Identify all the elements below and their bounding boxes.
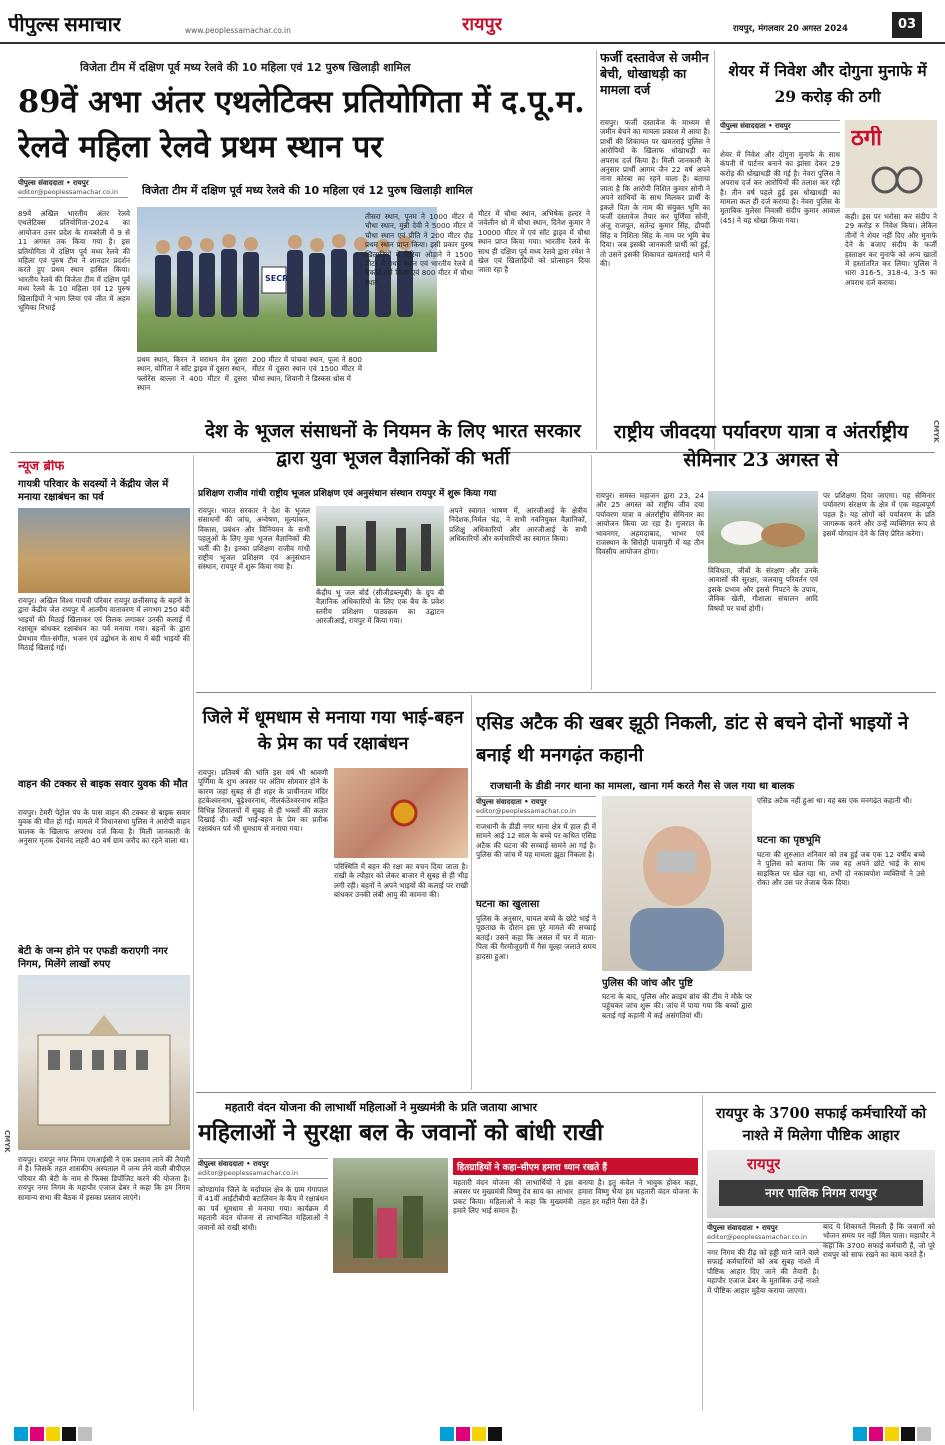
- share-text2: कही। इस पर भरोसा कर संदीप ने 29 करोड़ रु निवेश किया। लेकिन तीनों ने शेयर नहीं दिए और मुनाफे देने के बजाए संदीप के फर्जी हस्ताक्षर कर मुनाफे को अन्य खातों में हस्तांतरित कर लिया। पुलिस ने धारा 316-5, 318-4, 3-5 का अपराध दर्ज कराया।: [845, 212, 937, 287]
- jeevdaya-text3: पर प्रशिक्षण दिया जाएगा। यह सेमिनार पर्यावरण संरक्षण के क्षेत्र में एक महत्वपूर्ण पहल है। यह लोगों को पर्यावरण के प्रति जागरूक करने और उन्हें व्यक्तिगत रूप से इसमें योगदान देने के लिए प्रेरित करेगा।: [823, 491, 935, 538]
- fraud-text: रायपुर। फर्जी दस्तावेज के माध्यम से जमीन बेचने का मामला प्रकाश में आया है। प्रार्थी की शिकायत पर खमतराई पुलिस ने आरोपियों के खिलाफ धोखाधड़ी का अपराध दर्ज किया है। मिली जानकारी के अनुसार प्रार्थी आगम जैन 22 वर्ष अपने नाना कोरबा का रहने वाला है। बताया जाता है कि आरोपी निशित कुमार सोनी ने अपने साथियों के साथ मिलकर प्रार्थी के इकले पिता के नाम की संयुक्त भूमि का फर्जी दस्तावेज तैयार कर पूर्णिमा सोनी, अंजू राजपूत, सतेन्द्र कुमार सिंह, द्रौपदी सिंह व निशिता सिंह के नाम पर भूमि बेच दिया। जब इसकी जानकारी प्रार्थी को हुई, तो उसने इसकी शिकायत खमतराई थाने में की।: [600, 118, 710, 269]
- birth-text: रायपुर। रायपुर नगर निगम एमआईसी ने एक प्रस्ताव लाने की तैयारी में है। जिसके तहत शासकीय अस्पताल में जन्म लेने वाली बीपीएल परिवार की बेटी के नाम से फिक्स डिपॉजिट करने की योजना है। रायपुर नगर निगम के महापौर एजाज ढेबर ने कहा कि हम निगम सामान्य सभा की बैठक में इसका प्रस्ताव लाएंगे।: [18, 1155, 190, 1202]
- section-divider: [196, 1092, 936, 1093]
- rakhi-text1: रायपुर। प्रतिवर्ष की भांति इस वर्ष भी श्रावणी पूर्णिमा के शुभ अवसर पर अंतिम सोमवार होने के कारण जहां सुबह से ही शहर के प्राचीनतम मंदिर हटकेश्वरनाथ, बूढ़ेश्वरनाथ, नीलकंठेश्वरनाथ सहित विभिन्न शिवालयों में सुबह से ही भक्तों की कतार दिखाई दी। वहीं भाई-बहन के प्रेम का प्रतीक रक्षाबंधन पर्व भी धूमधाम से मनाया गया।: [198, 768, 328, 834]
- acid-box: घटना का खुलासा: [476, 899, 540, 910]
- brief-title: गायत्री परिवार के सदस्यों ने केंद्रीय जेल में मनाया रक्षाबंधन का पर्व: [18, 479, 169, 503]
- lead-col2: तीसरा स्थान, पूनम ने 1000 मीटर में चौथा स्थान, मुन्नी देवी ने 5000 मीटर में चौथा स्थान एवं प्रीति ने 200 मीटर दौड़ प्रथम स्थान प्राप्त किया। इसी प्रकार पुरुष खिलाड़ियों में टिरिया ओड़ाने ने 1500 मीटर में प्रथम स्थान एवं भारतीय रेलवे में रिकॉर्ड दर्ज किया एवं 800 मीटर में चौथा स्थान: [365, 212, 473, 287]
- jeevdaya-headline: राष्ट्रीय जीवदया पर्यावरण यात्रा व अंतर्राष्ट्रीय सेमिनार 23 अगस्त से: [613, 421, 909, 471]
- masthead: [0, 0, 945, 44]
- vandan-kicker: महतारी वंदन योजना की लाभार्थी महिलाओं ने मुख्यमंत्री के प्रति जताया आभार: [225, 1101, 537, 1114]
- divider: [714, 50, 715, 450]
- acid-text5: घटना के बाद, पुलिस और क्राइम ब्रांच की टीम ने मौके पर पहुंचकर जांच शुरू की। जांच में पाया गया कि बच्चों द्वारा बताई गई कहानी में कई असंगतियां थीं।: [602, 992, 752, 1020]
- acid-byline: [476, 796, 596, 817]
- groundwater-subhead: प्रशिक्षण राजीव गांधी राष्ट्रीय भूजल प्रशिक्षण एवं अनुसंधान संस्थान रायपुर में शुरू किया गया: [198, 489, 497, 499]
- divider: [471, 695, 472, 1090]
- sign-city: रायपुर: [747, 1156, 781, 1173]
- municipal-sign-photo: [707, 1150, 935, 1218]
- website: www.peoplessamachar.co.in: [185, 26, 291, 35]
- page-number-text: 03: [897, 17, 917, 32]
- byline-text: पीपुल्स संवाददाता • रायपुर: [198, 1160, 269, 1168]
- divider: [702, 1095, 703, 1410]
- rakhi-photo: [334, 768, 468, 858]
- groundwater-caption: केंद्रीय भू जल बोर्ड (सीजीडब्ल्यूबी) के ग्रुप बी वैज्ञानिक अधिकारियों के लिए एक बैच के प्रवेश स्तरीय प्रशिक्षण पाठ्यक्रम का उद्घाटन आरजीआई, रायपुर में किया गया।: [316, 588, 444, 626]
- acid-text3: एसिड अटैक नहीं हुआ था। वह बस एक मनगढ़ंत कहानी थी।: [757, 796, 913, 805]
- lead-col1: 89वें अखिल भारतीय अंतर रेलवे एथलेटिक्स प्रतियोगिता-2024 का आयोजन उत्तर प्रदेश के रायबरेली में 9 से 11 अगस्त तक किया गया है। इस प्रतियोगिता में दक्षिण पूर्व मध्य रेलवे की महिला एवं पुरुष टीम ने शानदार प्रदर्शन करते हुए प्रथम स्थान हासिल किया। भारतीय रेलवे की विजेता टीम में दक्षिण पूर्व मध्य रेलवे के 10 महिला एवं 12 पुरुष खिलाड़ियों ने भाग लिया एवं जीत में अहम भूमिका निभाई: [18, 209, 130, 313]
- byline-text: पीपुल्स संवाददाता • रायपुर: [18, 179, 89, 187]
- vandan-text2: महतारी वंदन योजना की लाभार्थियों ने इस अवसर पर मुख्यमंत्री विष्णु देव साय का आभार प्रकट किया। महिलाओं ने कहा कि मुख्यमंत्री हमारे लिए भाई समान हैं।: [453, 1178, 573, 1216]
- divider: [596, 50, 597, 450]
- byline: [18, 177, 128, 198]
- acid-subhead: राजधानी के डीडी नगर थाना का मामला, खाना गर्म करते गैस से जल गया था बालक: [490, 781, 795, 792]
- banner-text: SECR: [265, 274, 289, 283]
- news-brief-label: न्यूज ब्रीफ: [18, 460, 65, 474]
- brand-logo: पीपुल्स समाचार: [8, 14, 121, 36]
- brief-text: रायपुर। अखिल विश्व गायत्री परिवार रायपुर छत्तीसगढ़ के बहनों के द्वारा केंद्रीय जेल रायपुर में आत्मीय वातावरण में लगभग 250 बंदी भाइयों की मिठाई खिलाकर एवं तिलक लगाकर उनकी कलाई में रक्षासूत्र बांधकर रक्षाबंधन का पर्व मनाया गया। बहनों के द्वारा प्रेमभाव गीत-संगीत, भजन एवं उद्बोधन के साथ में बंदी भाइयों की मिठाई खिलाई गई।: [18, 596, 190, 653]
- jeevdaya-text2: विविधता, जीवों के संरक्षण और उनके आवासों की सुरक्षा, जलवायु परिवर्तन एवं इसके प्रभाव और इससे निपटने के उपाय, जैविक खेती, गौशाला संचालन आदि विषयों पर चर्चा होगी।: [708, 566, 818, 613]
- acid-box2: घटना का पृष्ठभूमि: [757, 835, 821, 846]
- acid-text1: राजधानी के डीडी नगर थाना क्षेत्र में हाल ही में सामने आई 12 साल के बच्चे पर कथित एसिड अटैक की घटना की सच्चाई सामने आ गई है। पुलिस की जांच में यह मामला झूठा निकला है।: [476, 822, 596, 860]
- share-headline: शेयर में निवेश और दोगुना मुनाफे में 29 करोड़ की ठगी: [728, 61, 927, 106]
- groundwater-headline-display: देश के भूजल संसाधनों के नियमन के लिए भारत सरकार द्वारा युवा भूजल वैज्ञानिकों की भर्ती: [205, 421, 581, 469]
- brief-photo: [18, 508, 190, 593]
- birth-photo: [18, 975, 190, 1150]
- cattle-image: [708, 491, 818, 563]
- safai-byline: [707, 1222, 837, 1243]
- stamp-text: ठगी: [851, 126, 882, 151]
- byline-text: पीपुल्स संवाददाता • रायपुर: [707, 1224, 778, 1232]
- acid-police: पुलिस की जांच और पुष्टि: [602, 978, 693, 989]
- cmyk-mark-right: CMYK: [932, 420, 940, 443]
- vandan-text1: कोण्डागांव जिले के मर्दापाल क्षेत्र के ग्राम गंगापाल में 41वीं आईटीबीपी बटालियन के कैंप में रक्षाबंधन का पर्व धूमधाम से मनाया गया। कार्यक्रम में महतारी वंदन योजना से लाभान्वित महिलाओं ने जवानों को राखी बांधी।: [198, 1185, 328, 1232]
- cmyk-mark-left: CMYK: [3, 1130, 11, 1153]
- safai-headline: रायपुर के 3700 सफाई कर्मचारियों को नाश्ते में मिलेगा पौष्टिक आहार: [715, 1105, 927, 1144]
- groundwater-text2: अपने स्वागत भाषण में, आरजीआई के क्षेत्रीय निदेशक,निर्मल चंद्र, ने सभी नवनियुक्त वैज्ञानिकों, प्रशिक्षु अधिकारियों और आरजीआई के सभी अधिकारियों और कर्मचारियों का स्वागत किया।: [449, 506, 587, 544]
- municipal-building-image: [18, 975, 190, 1150]
- acid-headline: एसिड अटैक की खबर झूठी निकली, डांट से बचने दोनों भाइयों ने बनाई थी मनगढ़ंत कहानी: [476, 713, 909, 766]
- fraud-headline: फर्जी दस्तावेज से जमीन बेची, धोखाधड़ी का मामला दर्ज: [600, 50, 709, 97]
- byline-email: editor@peoplessamachar.co.in: [198, 1169, 298, 1177]
- accident-text: रायपुर। टेमरी पेट्रोल पंप के पास वाहन की टक्कर से बाइक सवार युवक की मौत हो गई। मामले में विधानसभा पुलिस ने आरोपी वाहन चालक के खिलाफ अपराध दर्ज किया है। मिली जानकारी के अनुसार मृतक देवानंद लहरी 40 वर्ष ग्राम जरौद का रहने वाला था।: [18, 808, 190, 846]
- divider: [193, 455, 194, 1410]
- byline-email: editor@peoplessamachar.co.in: [476, 807, 576, 815]
- acid-text4: घटना की शुरुआत शनिवार को तब हुई जब एक 12 वर्षीय बच्चे ने पुलिस को बताया कि जब वह अपने छोटे भाई के साथ साइकिल पर खेल रहा था, तभी दो नकाबपोश व्यक्तियों ने उसे रोका और उस पर तेजाब फेंक दिया।: [757, 850, 925, 888]
- soldiers-rakhi-image: [333, 1158, 448, 1273]
- rakhi-wrist-image: [334, 768, 468, 858]
- byline-email: editor@peoplessamachar.co.in: [18, 188, 118, 196]
- page-number: [892, 12, 922, 38]
- groundwater-photo: [316, 506, 444, 586]
- birth-title: बेटी के जन्म होने पर एफडी कराएगी नगर निगम, मिलेंगे लाखों रुपए: [18, 946, 168, 970]
- color-registration-marks: [0, 1415, 945, 1445]
- vandan-headline: महिलाओं ने सुरक्षा बल के जवानों को बांधी राखी: [198, 1119, 604, 1146]
- divider: [591, 455, 592, 690]
- city-name: रायपुर: [462, 15, 503, 35]
- issue-date: रायपुर, मंगलवार 20 अगस्त 2024: [733, 24, 848, 34]
- vandan-label: हितग्राहियों ने कहा-सीएम हमारा ध्यान रखते हैं: [453, 1158, 698, 1175]
- boy-photo: [602, 796, 752, 971]
- injured-boy-image: [602, 796, 752, 971]
- share-text: शेयर में निवेश और दोगुना मुनाफे के साथ कंपनी में पार्टनर बनाने का झांसा देकर 29 करोड़ की धोखाधड़ी की गई है। नेवरा पुलिस ने अपराध दर्ज कर आरोपियों की तलाश कर रही है। तीन वर्ष पहले हुई इस धोखाधड़ी का मामला कल ही दर्ज कराया है। नेवरा पुलिस के मुताबिक मुलेसा निवासी संदीप कुमार आवाल (45) ने यह धोखा किया गया।: [720, 150, 840, 225]
- share-byline: पीपुल्स संवाददाता • रायपुर: [720, 120, 840, 133]
- groundwater-text1: रायपुर। भारत सरकार ने देश के भूजल संसाधनों की जांच, अन्वेषण, मूल्यांकन, विकास, प्रबंधन और विनियमन के सभी पहलुओं के लिए युवा भूजल वैज्ञानिकों की भर्ती की है। इनका प्रशिक्षण राजीव गांधी राष्ट्रीय भूजल प्रशिक्षण एवं अनुसंधान संस्थान, रायपुर में शुरू किया गया है।: [198, 506, 310, 572]
- lead-col3: मीटर में चौथा स्थान, अभिषेक हल्दर ने जवेलीन थ्रो में चौथा स्थान, दिनेश कुमार ने 10000 मीटर में एवं सॉट ड्राइव में चौथा स्थान प्राप्त किया गया। भारतीय रेलवे के साथ ही दक्षिण पूर्व मध्य रेलवे द्वारा रमेश ने खेल एवं खिलाड़ियों को प्रोत्साहन दिया जाता रहा है: [478, 209, 590, 275]
- lead-headline: 89वें अभा अंतर एथलेटिक्स प्रतियोगिता में द.पू.म. रेलवे महिला रेलवे प्रथम स्थान पर: [18, 84, 585, 165]
- sign-text: नगर पालिक निगम रायपुर: [765, 1186, 877, 1200]
- acid-text2: पुलिस के अनुसार, घायल बच्चे के छोटे भाई ने पूछताछ के दौरान इस पूरे मामले की सच्चाई बताई। उसने कहा कि असल में घर में माता-पिता की गैरमौजूदगी में गैस चूल्हा जलाते समय हादसा हुआ।: [476, 914, 596, 961]
- vandan-text3: बनाया है। इतु कंवेल ने भावुक होकर कहा, हमारा विष्णु भैया हम महतारी वंदन योजना के तहत हर महीने पैसा देते हैं।: [578, 1178, 698, 1206]
- safai-text2: बाद ये शिकायतें मिलती हैं कि जवानों को भोजन समय पर नहीं मिल पाता। महापौर ने कहा कि 3700 सफाई कर्मचारी हैं, जो पूरे रायपुर को साफ रखने का काम करते हैं।: [823, 1222, 935, 1260]
- byline-email: editor@peoplessamachar.co.in: [707, 1233, 807, 1241]
- accident-title: वाहन की टक्कर से बाइक सवार युवक की मौत: [18, 779, 188, 790]
- fraud-illustration: [845, 120, 937, 208]
- officials-planting-image: [316, 506, 444, 586]
- soldiers-photo: [333, 1158, 448, 1273]
- lead-byline: [18, 177, 128, 198]
- byline-text: पीपुल्स संवाददाता • रायपुर: [476, 798, 547, 806]
- section-divider: [196, 692, 936, 693]
- safai-text: नगर निगम की रीढ़ को हड्डी माने जाने वाले सफाई कर्मचारियों को अब सुबह नाश्ते में पौष्टिक आहार दिए जाने की तैयारी है। महापौर एजाज ढेबर के मुताबिक उन्हें नाश्ते में पौष्टिक आहार मुहैया कराया जाएगा।: [707, 1248, 819, 1295]
- rakhi-text2: परिस्थिति में बहन की रक्षा का वचन दिया जाता है। राखी के त्यौहार को लेकर बाजार में सुबह से ही भीड़ लगी रही। बहनों ने अपने भाइयों की कलाई पर राखी बांधकर उनकी लंबी आयु की कामना की।: [334, 862, 468, 900]
- rakhi-headline: जिले में धूमधाम से मनाया गया भाई-बहन के प्रेम का पर्व रक्षाबंधन: [202, 708, 464, 754]
- lead-caption2: 200 मीटर में पांचवा स्थान, पूजा ने 800 मीटर में दूसरा स्थान एवं 1500 मीटर में चौथा स्थान, शिवानी ने डिस्कस थ्रोस में: [252, 355, 362, 383]
- vandan-byline: [198, 1158, 328, 1179]
- cows-photo: [708, 491, 818, 563]
- sign-board: [719, 1180, 923, 1206]
- jeevdaya-text1: रायपुर। समस्त महाजन द्वारा 23, 24 और 25 अगस्त को राष्ट्रीय जीव दया पर्यावरण यात्रा व अंतर्राष्ट्रीय सेमिनार का आयोजन किया जा रहा है। गुजरात के भावनगर, अहमदाबाद, भाभर एवं राजस्थान के सिरोही पावापुरी में यह तीन दिवसीय आयोजन होगा।: [596, 491, 704, 557]
- lead-caption1: प्रथम स्थान, किरन ने मराथन मेन दूसरा स्थान, योगिता ने सॉट ड्राइव में दूसरा स्थान, फ्लोरेंस बाल्ला ने 400 मीटर में दूसरा स्थान: [137, 355, 247, 393]
- registration-swatches: [0, 1415, 945, 1445]
- lead-kicker: विजेता टीम में दक्षिण पूर्व मध्य रेलवे की 10 महिला एवं 12 पुरुष खिलाड़ी शामिल: [80, 61, 411, 74]
- lead-subhead: विजेता टीम में दक्षिण पूर्व मध्य रेलवे की 10 महिला एवं 12 पुरुष खिलाड़ी शामिल: [142, 184, 473, 197]
